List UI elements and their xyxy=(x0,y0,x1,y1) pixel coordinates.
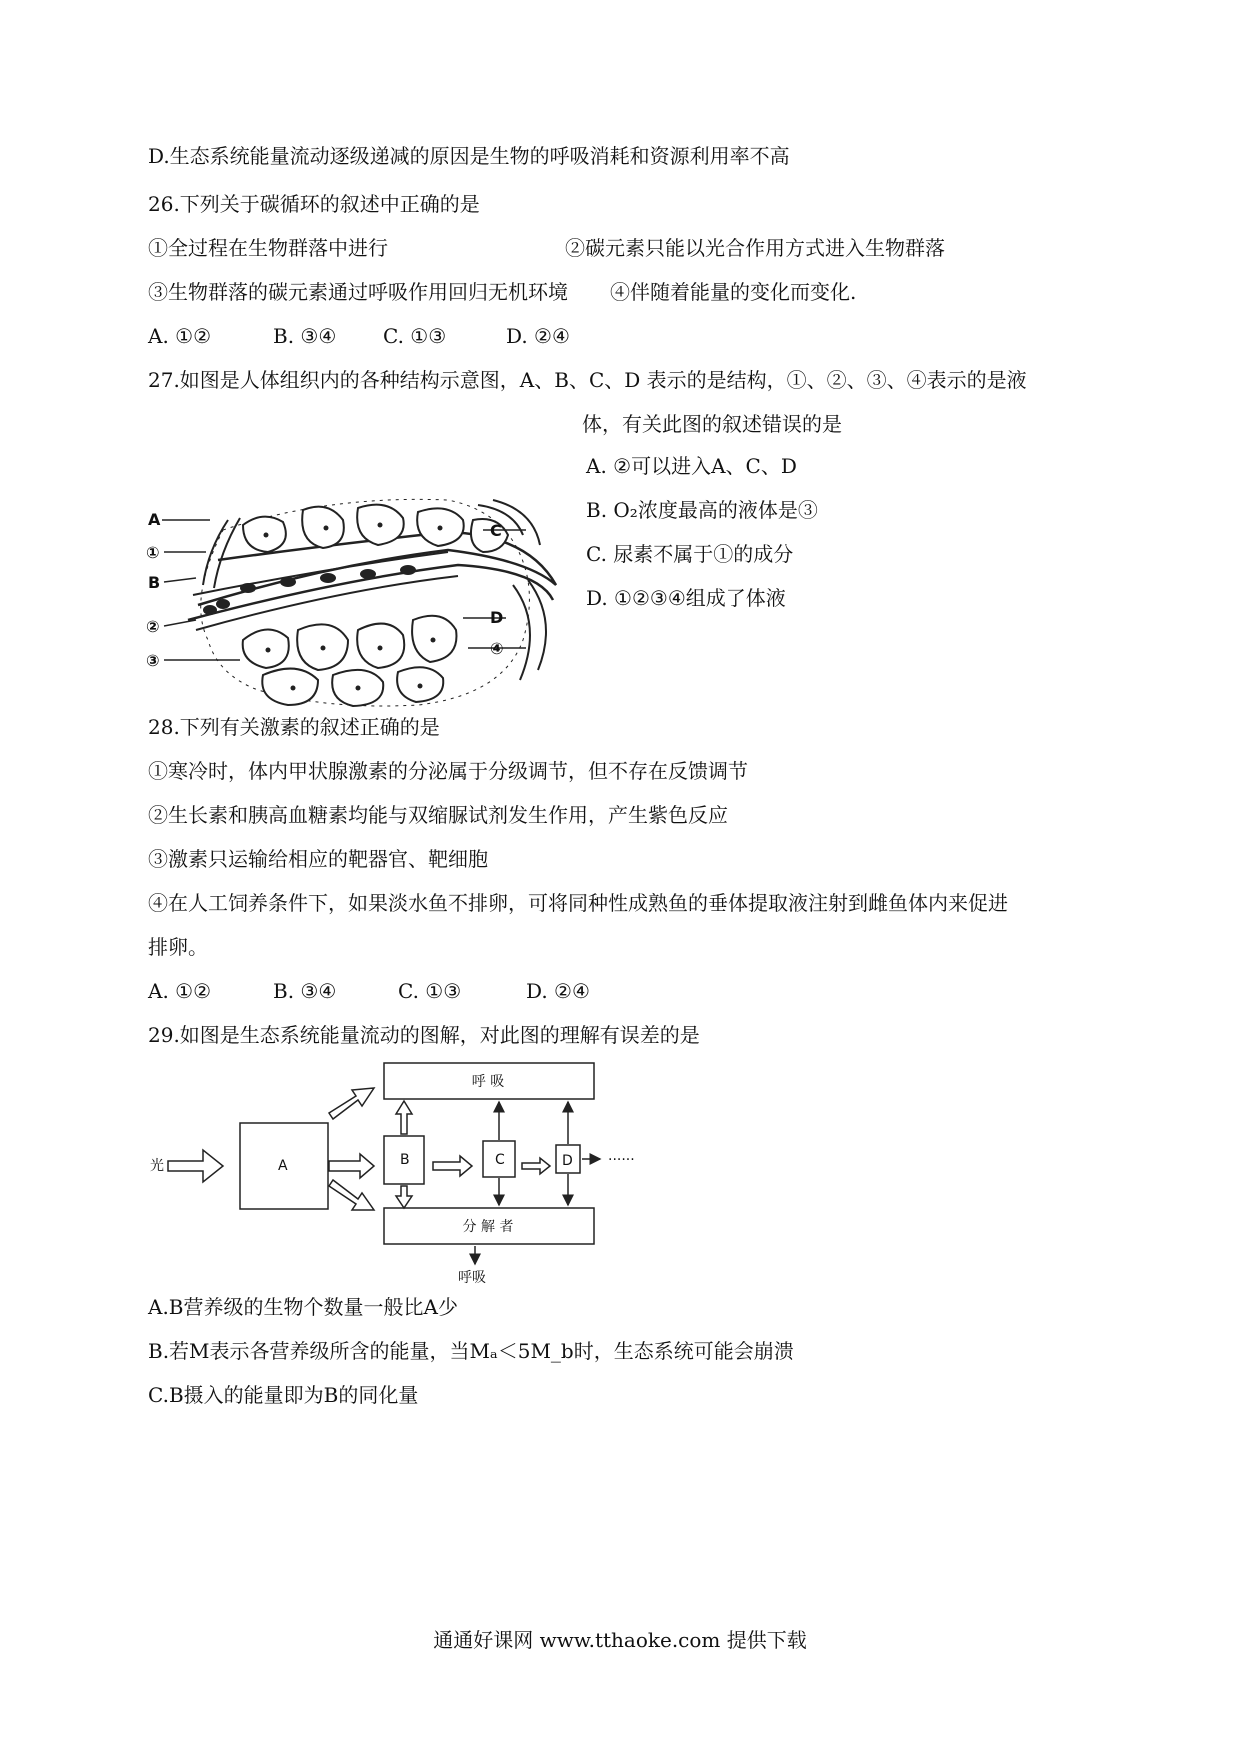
q29-option-b: B.若M表示各营养级所含的能量，当Mₐ＜5M_b时，生态系统可能会崩溃 xyxy=(148,1339,794,1363)
tissue-structure-figure xyxy=(148,490,568,715)
q27-option-c: C. 尿素不属于①的成分 xyxy=(586,542,794,566)
q27-stem-continued: 体，有关此图的叙述错误的是 xyxy=(582,412,842,436)
q28-statement-1: ①寒冷时，体内甲状腺激素的分泌属于分级调节，但不存在反馈调节 xyxy=(148,759,748,783)
q28-statement-4: ④在人工饲养条件下，如果淡水鱼不排卵，可将同种性成熟鱼的垂体提取液注射到雌鱼体内来促进 xyxy=(148,891,1008,915)
q26-statement-3: ③生物群落的碳元素通过呼吸作用回归无机环境 xyxy=(148,280,568,304)
node-a-label: A xyxy=(278,1158,288,1174)
q28-option-b: B. ③④ xyxy=(273,979,337,1003)
decomposer-respiration-label: 呼吸 xyxy=(458,1270,486,1286)
q28-option-a: A. ①② xyxy=(148,979,212,1003)
figure-label-a: A xyxy=(148,510,161,529)
q26-statement-4: ④伴随着能量的变化而变化. xyxy=(610,280,857,304)
figure-label-2: ② xyxy=(146,617,160,636)
q26-option-c: C. ①③ xyxy=(383,324,447,348)
q25-option-d: D.生态系统能量流动逐级递减的原因是生物的呼吸消耗和资源利用率不高 xyxy=(148,144,790,168)
figure-label-b: B xyxy=(148,573,161,592)
decomposer-box-label: 分 解 者 xyxy=(462,1219,514,1235)
q26-statement-2: ②碳元素只能以光合作用方式进入生物群落 xyxy=(565,236,945,260)
page-footer: 通通好课网 www.tthaoke.com 提供下载 xyxy=(433,1628,807,1652)
q27-option-b: B. O₂浓度最高的液体是③ xyxy=(586,498,818,522)
node-b-label: B xyxy=(400,1152,410,1168)
q26-option-a: A. ①② xyxy=(148,324,212,348)
q27-option-a: A. ②可以进入A、C、D xyxy=(586,454,797,478)
node-d-label: D xyxy=(562,1153,573,1169)
energy-flow-figure xyxy=(148,1058,708,1290)
q28-stem: 28.下列有关激素的叙述正确的是 xyxy=(148,715,440,739)
q26-statement-1: ①全过程在生物群落中进行 xyxy=(148,236,388,260)
figure-label-c: C xyxy=(490,521,502,540)
q29-option-c: C.B摄入的能量即为B的同化量 xyxy=(148,1383,419,1407)
q27-option-d: D. ①②③④组成了体液 xyxy=(586,586,786,610)
q26-options xyxy=(148,322,570,350)
q28-statement-4-continued: 排卵。 xyxy=(148,935,208,959)
figure-label-4: ④ xyxy=(490,639,504,658)
continuation-dots: ······ xyxy=(608,1152,635,1168)
q27-stem: 27.如图是人体组织内的各种结构示意图，A、B、C、D 表示的是结构，①、②、③、④表示的是液 xyxy=(148,368,1027,392)
q29-option-a: A.B营养级的生物个数量一般比A少 xyxy=(148,1295,458,1319)
node-c-label: C xyxy=(495,1152,505,1168)
q29-stem: 29.如图是生态系统能量流动的图解，对此图的理解有误差的是 xyxy=(148,1023,700,1047)
q28-statement-2: ②生长素和胰高血糖素均能与双缩脲试剂发生作用，产生紫色反应 xyxy=(148,803,728,827)
figure-label-3: ③ xyxy=(146,651,160,670)
q28-option-d: D. ②④ xyxy=(526,979,590,1003)
q26-stem: 26.下列关于碳循环的叙述中正确的是 xyxy=(148,192,480,216)
figure-label-1: ① xyxy=(146,543,160,562)
q26-option-d: D. ②④ xyxy=(506,324,570,348)
q26-option-b: B. ③④ xyxy=(273,324,337,348)
q28-option-c: C. ①③ xyxy=(398,979,462,1003)
respiration-box-label: 呼 吸 xyxy=(471,1074,505,1090)
q28-options xyxy=(148,977,590,1005)
figure-label-d: D xyxy=(490,608,504,627)
q28-statement-3: ③激素只运输给相应的靶器官、靶细胞 xyxy=(148,847,488,871)
light-label: 光 xyxy=(150,1158,164,1174)
